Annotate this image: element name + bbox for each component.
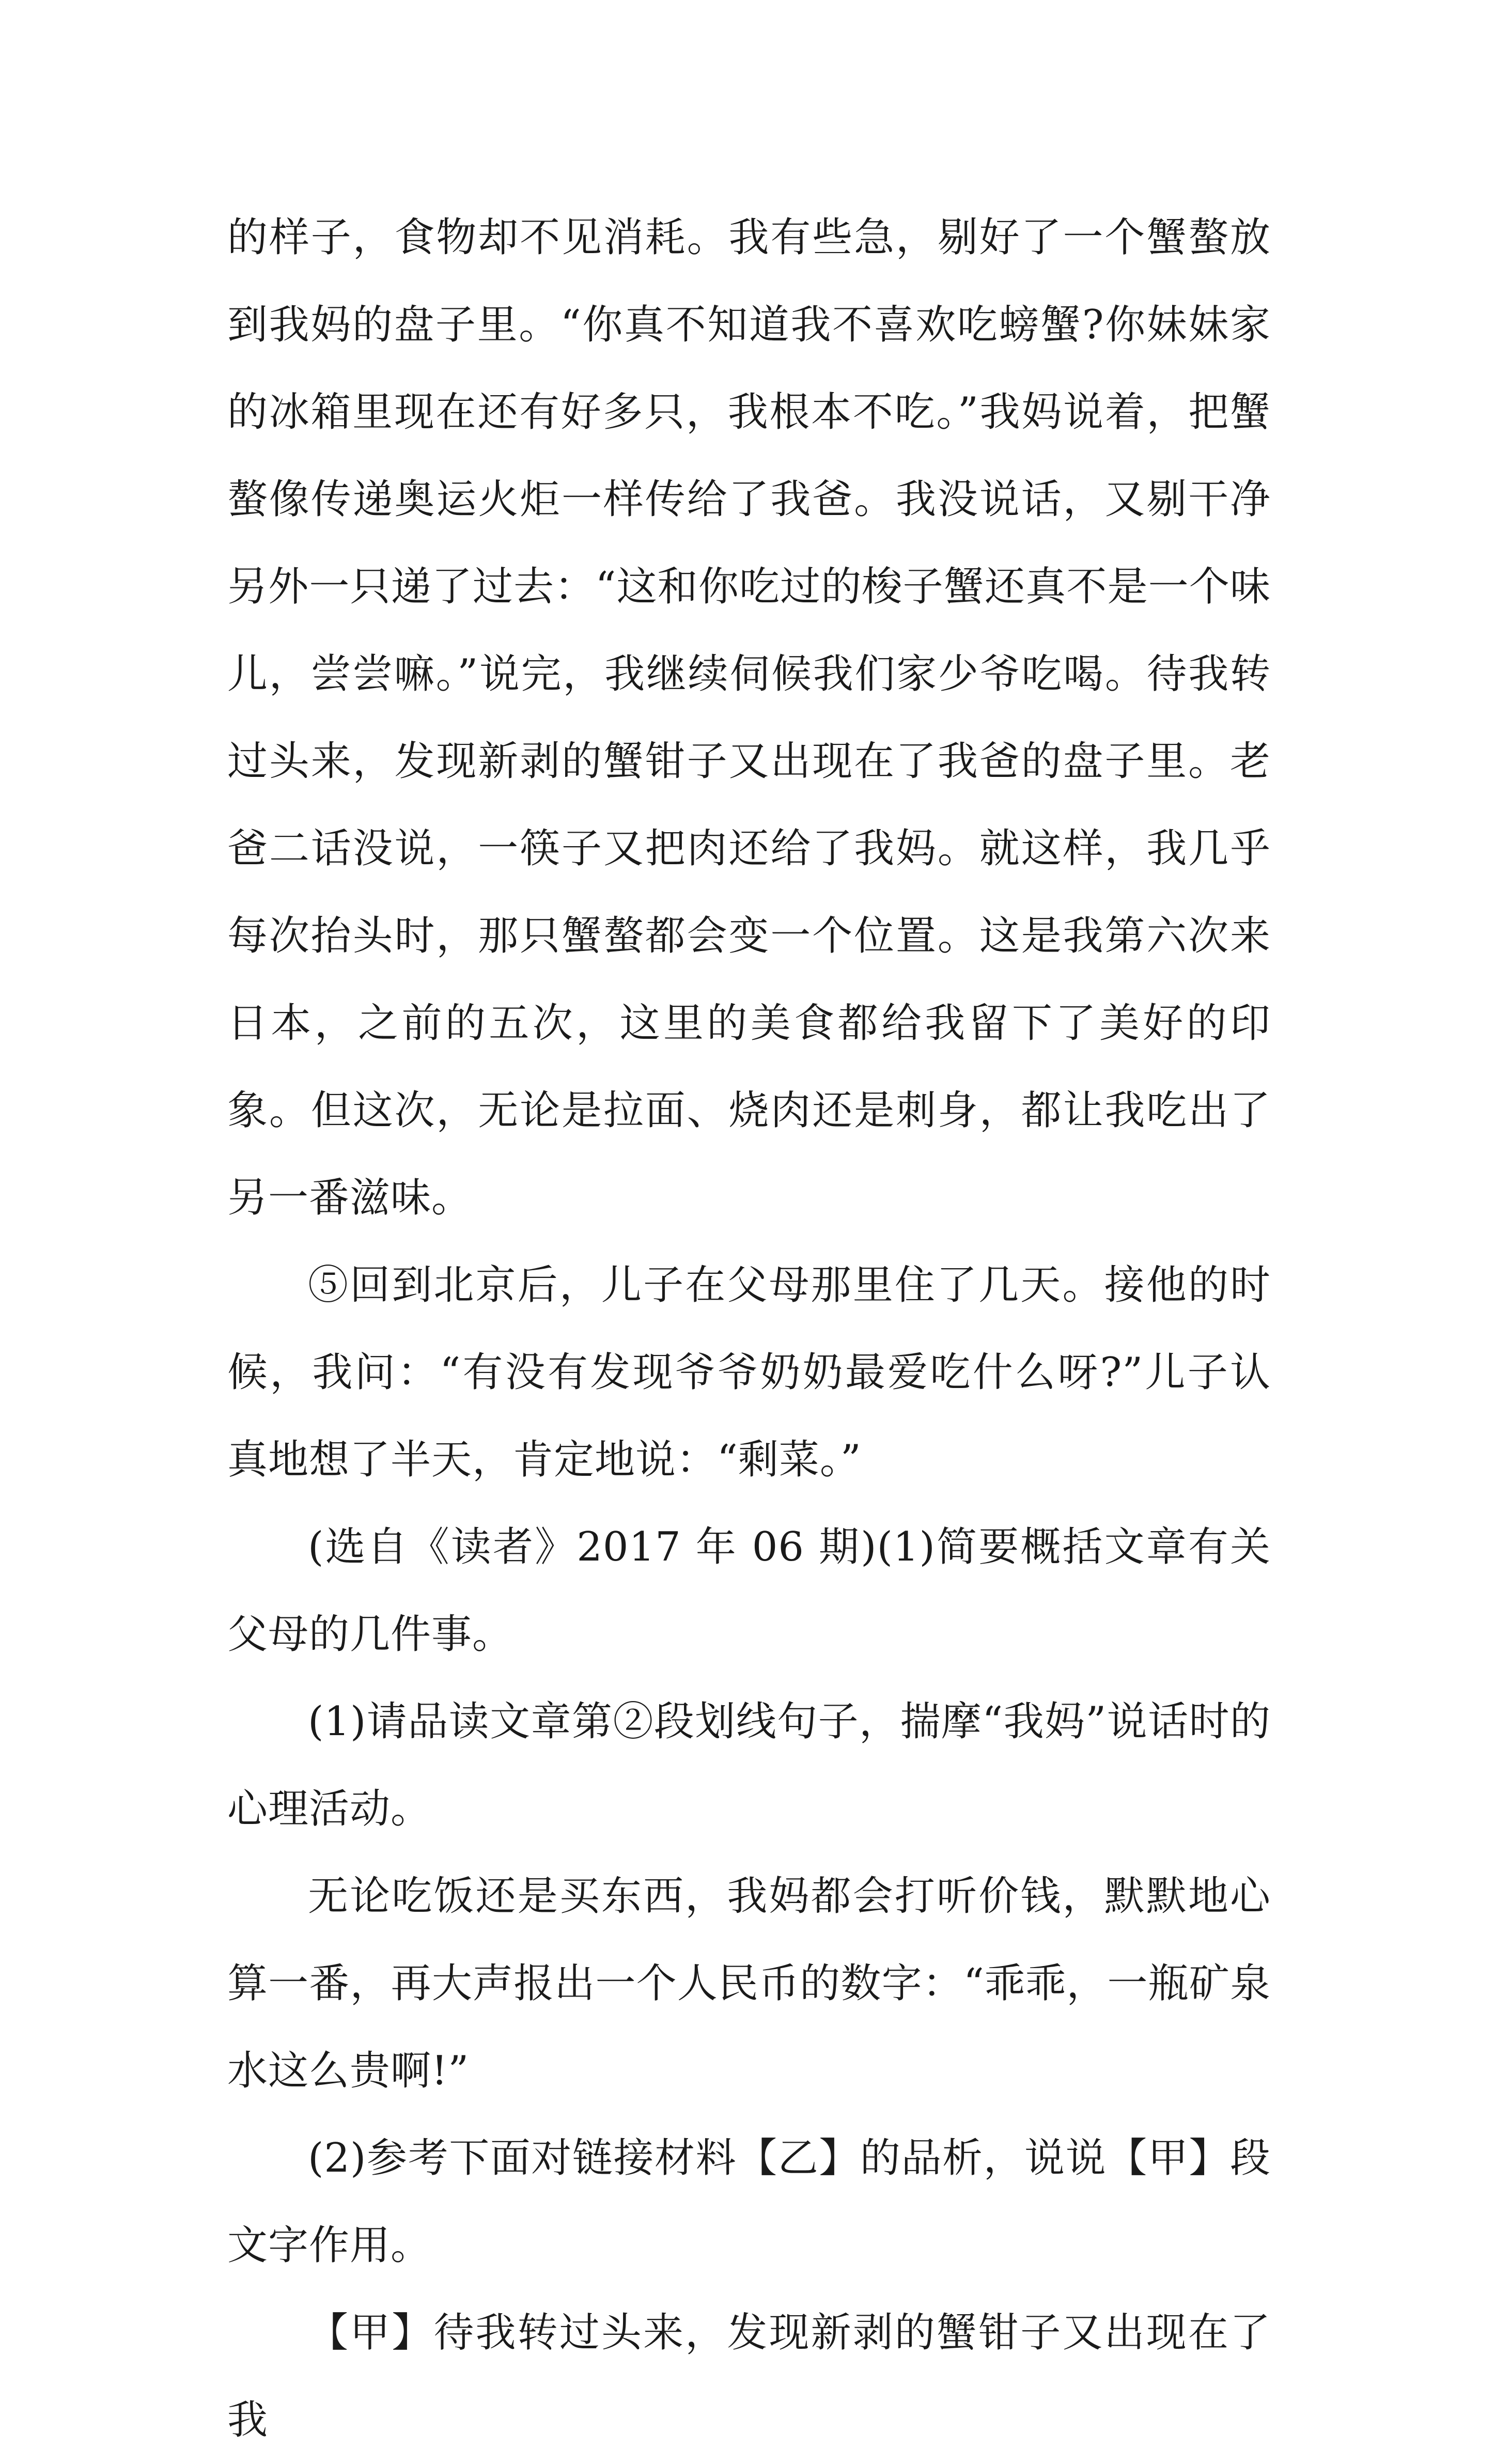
paragraph-question-1: (1)请品读文章第②段划线句子，揣摩“我妈”说话时的心理活动。: [227, 1698, 1271, 1832]
paragraph-return-beijing: ⑤回到北京后，儿子在父母那里住了几天。接他的时候，我问：“有没有发现爷爷奶奶最爱吃什么呀?”儿子认真地想了半天，肯定地说：“剩菜。”: [227, 1262, 1271, 1483]
paragraph-crab-dinner: 的样子，食物却不见消耗。我有些急，剔好了一个蟹螯放到我妈的盘子里。“你真不知道我不喜欢吃螃蟹?你妹妹家的冰箱里现在还有好多只，我根本不吃。”我妈说着，把蟹螯像传递奥运火炬一样传给了我爸。我没说话，又剔干净另外一只递了过去：“这和你吃过的梭子蟹还真不是一个味儿，尝尝嘛。”说完，我继续伺候我们家少爷吃喝。待我转过头来，发现新剥的蟹钳子又出现在了我爸的盘子里。老爸二话没说，一筷子又把肉还给了我妈。就这样，我几乎每次抬头时，那只蟹螯都会变一个位置。这是我第六次来日本，之前的五次，这里的美食都给我留下了美好的印象。但这次，无论是拉面、烧肉还是刺身，都让我吃出了另一番滋味。: [227, 214, 1271, 1221]
paragraph-quoted-sentence: 无论吃饭还是买东西，我妈都会打听价钱，默默地心算一番，再大声报出一个人民币的数字：“乖乖，一瓶矿泉水这么贵啊!”: [227, 1873, 1271, 2094]
paragraph-source-question-1: (选自《读者》2017 年 06 期)(1)简要概括文章有关父母的几件事。: [227, 1524, 1271, 1658]
text-body: [227, 194, 1271, 2464]
paragraph-excerpt-jia: 【甲】待我转过头来，发现新剥的蟹钳子又出现在了我: [227, 2310, 1271, 2443]
paragraph-question-2: (2)参考下面对链接材料【乙】的品析，说说【甲】段文字作用。: [227, 2135, 1271, 2269]
